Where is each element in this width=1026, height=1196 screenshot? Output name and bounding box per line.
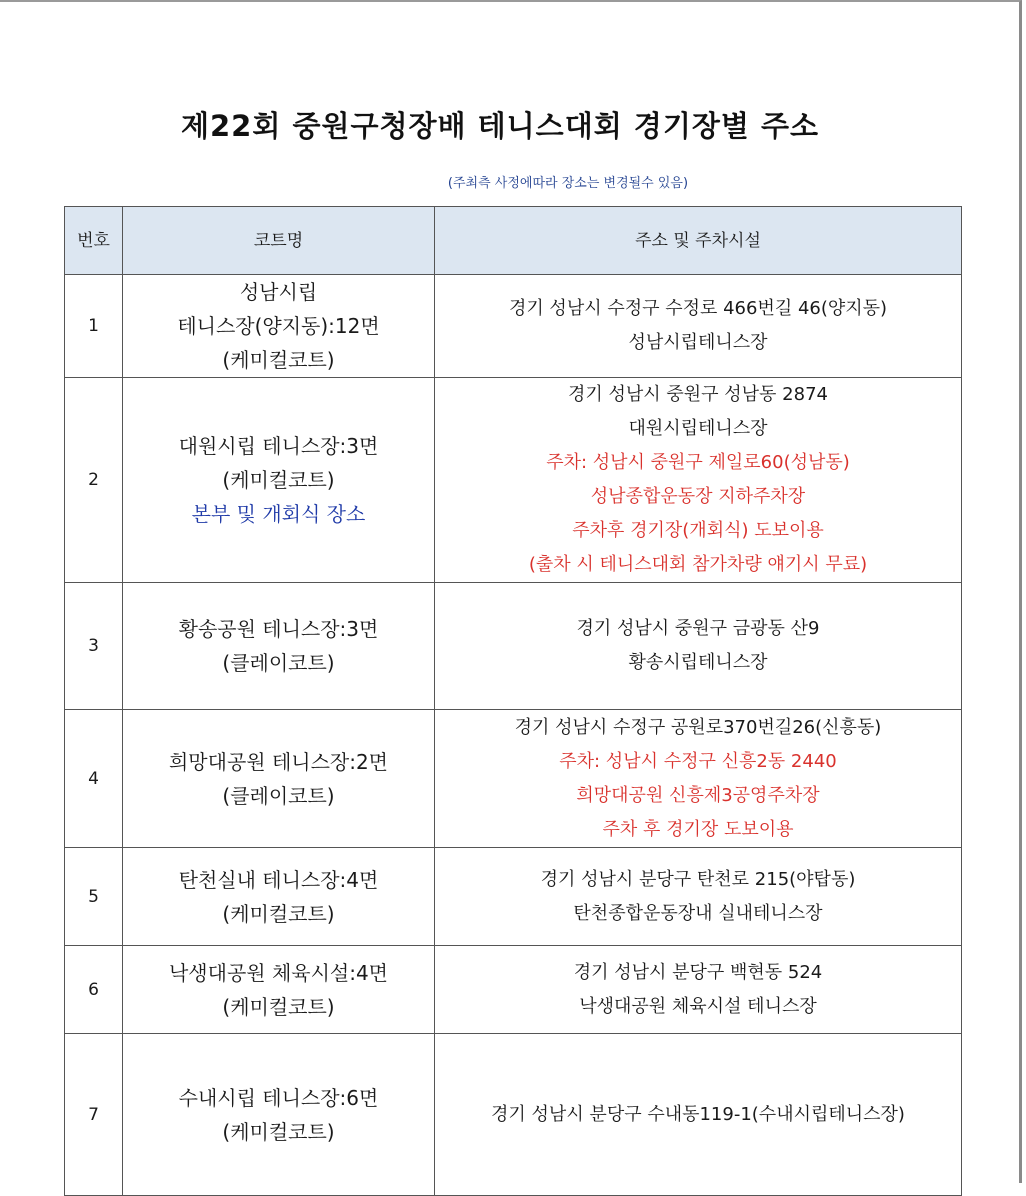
document-title: 제22회 중원구청장배 테니스대회 경기장별 주소 [180, 109, 819, 143]
row-number: 4 [65, 710, 123, 848]
court-surface: (케미컬코트) [222, 468, 335, 492]
address-line: 경기 성남시 중원구 금광동 산9 [576, 618, 820, 639]
address-line: 경기 성남시 분당구 탄천로 215(야탑동) [540, 868, 856, 890]
court-name-cell [123, 378, 435, 583]
address-cell [435, 275, 962, 378]
address-line: 황송시립테니스장 [628, 652, 768, 673]
court-name-cell [123, 946, 435, 1034]
court-surface: (케미컬코트) [222, 901, 335, 926]
address-line: 경기 성남시 수정구 수정로 466번길 46(양지동) [508, 298, 888, 319]
table-row [65, 848, 962, 946]
venue-change-note: (주최측 사정에따라 장소는 변경될수 있음) [447, 176, 689, 191]
court-name-line: 낙생대공원 체육시설:4면 [168, 960, 389, 985]
table-row [65, 378, 962, 583]
address-line: 낙생대공원 체육시설 테니스장 [579, 995, 817, 1017]
address-line: 경기 성남시 수정구 공원로370번길26(신흥동) [514, 716, 882, 738]
court-surface: (케미컬코트) [222, 1119, 335, 1144]
parking-line: 주차: 성남시 수정구 신흥2동 2440 [559, 750, 837, 772]
court-name-line: 황송공원 테니스장:3면 [178, 617, 379, 641]
address-cell [435, 583, 962, 710]
row-number: 1 [65, 275, 123, 378]
address-line: 성남시립테니스장 [628, 332, 768, 353]
court-name-line: 대원시립 테니스장:3면 [178, 434, 379, 458]
header-court-name: 코트명 [123, 207, 435, 275]
address-cell [435, 378, 962, 583]
court-name-line: 희망대공원 테니스장:2면 [168, 749, 389, 774]
court-surface: (케미컬코트) [222, 994, 335, 1019]
court-name-line: 테니스장(양지동):12면 [177, 314, 380, 338]
court-surface: (클레이코트) [222, 651, 335, 675]
court-name-cell [123, 1034, 435, 1196]
address-line: 경기 성남시 분당구 수내동119-1(수내시립테니스장) [491, 1103, 905, 1125]
venue-table [64, 206, 962, 1196]
header-number: 번호 [65, 207, 123, 275]
court-name-cell [123, 583, 435, 710]
table-row [65, 583, 962, 710]
header-address: 주소 및 주차시설 [435, 207, 962, 275]
table-row [65, 946, 962, 1034]
court-name-line: 성남시립 [239, 280, 318, 304]
court-name-cell [123, 848, 435, 946]
court-name-cell [123, 275, 435, 378]
address-line: 경기 성남시 중원구 성남동 2874 [568, 384, 828, 405]
address-line: 대원시립테니스장 [628, 418, 768, 439]
court-name-line: 탄천실내 테니스장:4면 [178, 867, 379, 892]
row-number: 6 [65, 946, 123, 1034]
table-row [65, 1034, 962, 1196]
row-number: 5 [65, 848, 123, 946]
table-row [65, 275, 962, 378]
court-name-line: 수내시립 테니스장:6면 [178, 1085, 379, 1110]
address-cell [435, 848, 962, 946]
row-number: 2 [65, 378, 123, 583]
address-cell [435, 710, 962, 848]
address-line: 경기 성남시 분당구 백현동 524 [573, 961, 823, 983]
row-number: 7 [65, 1034, 123, 1196]
parking-line: 희망대공원 신흥제3공영주차장 [576, 784, 820, 806]
parking-line: 주차후 경기장(개회식) 도보이용 [572, 520, 824, 541]
parking-line: 성남종합운동장 지하주차장 [590, 486, 806, 507]
address-cell [435, 1034, 962, 1196]
court-surface: (클레이코트) [222, 783, 335, 808]
row-number: 3 [65, 583, 123, 710]
court-name-cell [123, 710, 435, 848]
parking-line: (출차 시 테니스대회 참가차량 얘기시 무료) [528, 554, 868, 575]
headquarters-label: 본부 및 개회식 장소 [191, 502, 366, 526]
table-row [65, 710, 962, 848]
venue-rows [65, 275, 962, 1196]
table-header-row [65, 207, 962, 275]
address-cell [435, 946, 962, 1034]
address-line: 탄천종합운동장내 실내테니스장 [573, 902, 823, 924]
parking-line: 주차 후 경기장 도보이용 [602, 818, 794, 840]
court-surface: (케미컬코트) [222, 348, 335, 372]
parking-line: 주차: 성남시 중원구 제일로60(성남동) [546, 452, 850, 473]
